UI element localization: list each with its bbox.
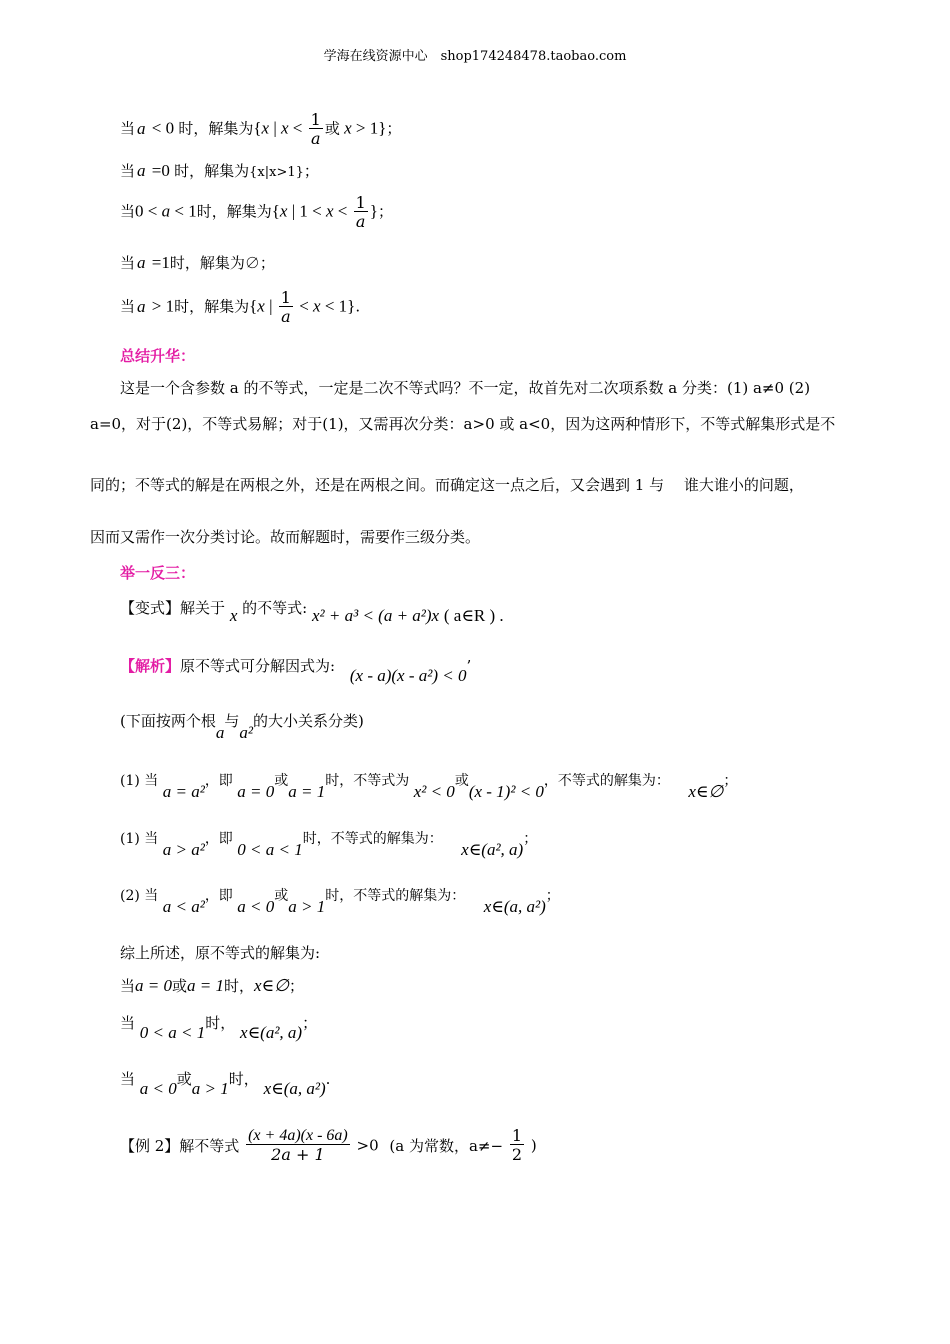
fraction-one-over-a: $\frac{1}{a}$ [310, 110, 321, 148]
example2-fraction: $\frac{(x + 4a)(x - 6a)}{2a + 1}$ [248, 1127, 348, 1164]
case-line-3: 当0 < a < 1时，解集为{x | 1 < x < $\frac{1}{a}$ }； [120, 193, 393, 231]
analysis-line: 【解析】原不等式可分解因式为: (x - a)(x - a²) < 0’ [120, 657, 472, 685]
case-prefix: 当 [120, 119, 136, 138]
example2-line: 【例 2】解不等式 $\frac{(x + 4a)(x - 6a)}{2a + 1}$ >0 (a 为常数，a≠− $\frac{1}{2}$ ) [120, 1126, 537, 1164]
conclusion-case-3: 当 a < 0或a > 1时， x∈(a, a²). [120, 1070, 331, 1098]
practice-title: 举一反三： [120, 564, 196, 582]
case-line-2: 当 a =0 时，解集为{x|x>1}； [120, 161, 319, 180]
summary-line-3: 同的；不等式的解是在两根之外，还是在两根之间。而确定这一点之后，又会遇到 1 与 谁大谁小的问题， [90, 476, 804, 494]
half-fraction: $\frac{1}{2}$ [511, 1126, 523, 1164]
conclusion-case-2: 当 0 < a < 1时， x∈(a², a)； [120, 1014, 318, 1042]
case-line-5: 当 a > 1时，解集为{x | $\frac{1}{a}$ < x < 1}. [120, 288, 361, 326]
summary-title: 总结升华： [120, 347, 196, 365]
variant-label: 【变式】 [120, 599, 181, 617]
conclusion-line: 综上所述，原不等式的解集为: [120, 944, 321, 962]
empty-set: ∅ [244, 254, 260, 272]
note-line: (下面按两个根a与a²的大小关系分类) [120, 712, 364, 742]
summary-line-4: 因而又需作一次分类讨论。故而解题时，需要作三级分类。 [90, 528, 481, 546]
case1-line: (1) 当 a = a²，即 a = 0或a = 1时，不等式为 x² < 0或(x - 1)² < 0，不等式的解集为： x∈∅； [120, 773, 738, 801]
case2-line: (1) 当 a > a²，即 0 < a < 1时，不等式的解集为： x∈(a², a)； [120, 831, 538, 859]
example2-label: 【例 2】解不等式 [120, 1137, 240, 1155]
case-line-4: 当 a =1时，解集为∅； [120, 253, 275, 272]
case3-line: (2) 当 a < a²，即 a < 0或a > 1时，不等式的解集为： x∈(a, a²)； [120, 888, 560, 916]
page-header: 学海在线资源中心 shop174248478.taobao.com [323, 49, 627, 64]
analysis-formula: (x - a)(x - a²) < 0 [349, 666, 467, 685]
case-line-1: 当 a < 0 时，解集为{x | x < $\frac{1}{a}$ 或 x > 1}； [120, 110, 402, 148]
summary-line-1: 这是一个含参数 a 的不等式，一定是二次不等式吗？不一定，故首先对二次项系数 a 分类：(1) a≠0 (2) [120, 379, 811, 397]
fraction-one-over-a: $\frac{1}{a}$ [355, 193, 366, 231]
conclusion-case-1: 当a = 0或a = 1时，x∈∅； [120, 976, 304, 995]
fraction-one-over-a: $\frac{1}{a}$ [280, 288, 291, 326]
summary-line-2: a=0，对于(2)，不等式易解；对于(1)，又需再次分类：a>0 或 a<0，因为这两种情形下，不等式解集形式是不 [90, 415, 836, 433]
case-set: {x|x>1} [249, 165, 304, 180]
variant-line: 【变式】解关于 x 的不等式: x² + a³ < (a + a²)x ( a∈R ) . [120, 599, 504, 625]
analysis-label: 【解析】 [120, 657, 181, 675]
variant-inequality: x² + a³ < (a + a²)x [311, 606, 440, 625]
case-mid: 时，解集为 [178, 119, 254, 138]
